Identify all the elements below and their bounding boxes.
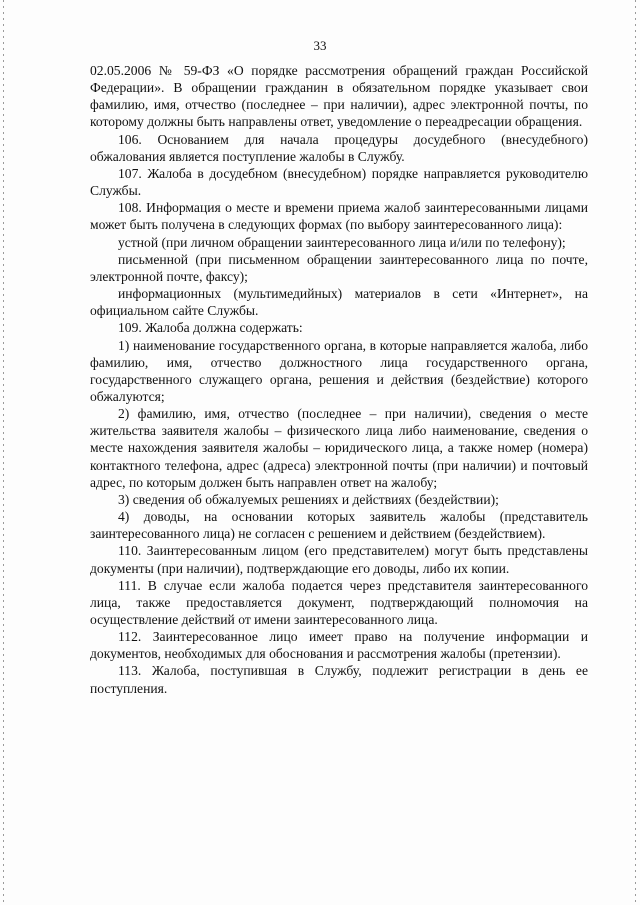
- paragraph: 110. Заинтересованным лицом (его представителем) могут быть представлены документы (при наличии), подтверждающие его доводы, либо их копии.: [90, 543, 588, 576]
- paragraph: 109. Жалоба должна содержать:: [118, 320, 303, 336]
- scan-edge-left: [3, 0, 4, 905]
- document-body: [90, 62, 588, 697]
- paragraph: 108. Информация о месте и времени приема жалоб заинтересованными лицами может быть получена в следующих формах (по выбору заинтересованного лица):: [90, 200, 588, 233]
- paragraph: письменной (при письменном обращении заинтересованного лица по почте, электронной почте, факсу);: [90, 251, 588, 284]
- paragraph: 106. Основанием для начала процедуры досудебного (внесудебного) обжалования является поступление жалобы в Службу.: [90, 131, 588, 164]
- paragraph: 112. Заинтересованное лицо имеет право на получение информации и документов, необходимых для обоснования и рассмотрения жалобы (претензии).: [90, 629, 588, 662]
- page-number: 33: [313, 38, 327, 53]
- paragraph: 3) сведения об обжалуемых решениях и действиях (бездействии);: [118, 491, 499, 507]
- paragraph: 113. Жалоба, поступившая в Службу, подлежит регистрации в день ее поступления.: [90, 663, 588, 696]
- paragraph: информационных (мультимедийных) материалов в сети «Интернет», на официальном сайте Службы.: [90, 286, 588, 319]
- scan-edge-right: [635, 0, 636, 905]
- paragraph: 1) наименование государственного органа, в которые направляется жалоба, либо фамилию, имя, отчество должностного лица государственного органа, государственного служащего органа, решения и действия (бездействие) которого обжалуются;: [90, 337, 588, 404]
- paragraph: 107. Жалоба в досудебном (внесудебном) порядке направляется руководителю Службы.: [90, 165, 588, 199]
- paragraph: 111. В случае если жалоба подается через представителя заинтересованного лица, также предоставляется документ, подтверждающий полномочия на осуществление действий от имени заинтересованного лица.: [90, 577, 588, 627]
- paragraph: 4) доводы, на основании которых заявитель жалобы (представитель заинтересованного лица) не согласен с решением и действием (бездействием).: [90, 509, 588, 542]
- paragraph: 02.05.2006 № 59-ФЗ «О порядке рассмотрения обращений граждан Российской Федерации». В обращении гражданин в обязательном порядке указывает свои фамилию, имя, отчество (последнее – при наличии), адрес электронной почты, по которому должны быть направлены ответ, уведомление о переадресации обращения.: [90, 63, 588, 130]
- paragraph: 2) фамилию, имя, отчество (последнее – при наличии), сведения о месте жительства заявителя жалобы – физического лица либо наименование, сведения о месте нахождения заявителя жалобы – юридического лица, а также номер (номера) контактного телефона, адрес (адреса) электронной почты (при наличии) и почтовый адрес, по которым должен быть направлен ответ на жалобу;: [90, 406, 588, 490]
- paragraph: устной (при личном обращении заинтересованного лица и/или по телефону);: [118, 234, 566, 250]
